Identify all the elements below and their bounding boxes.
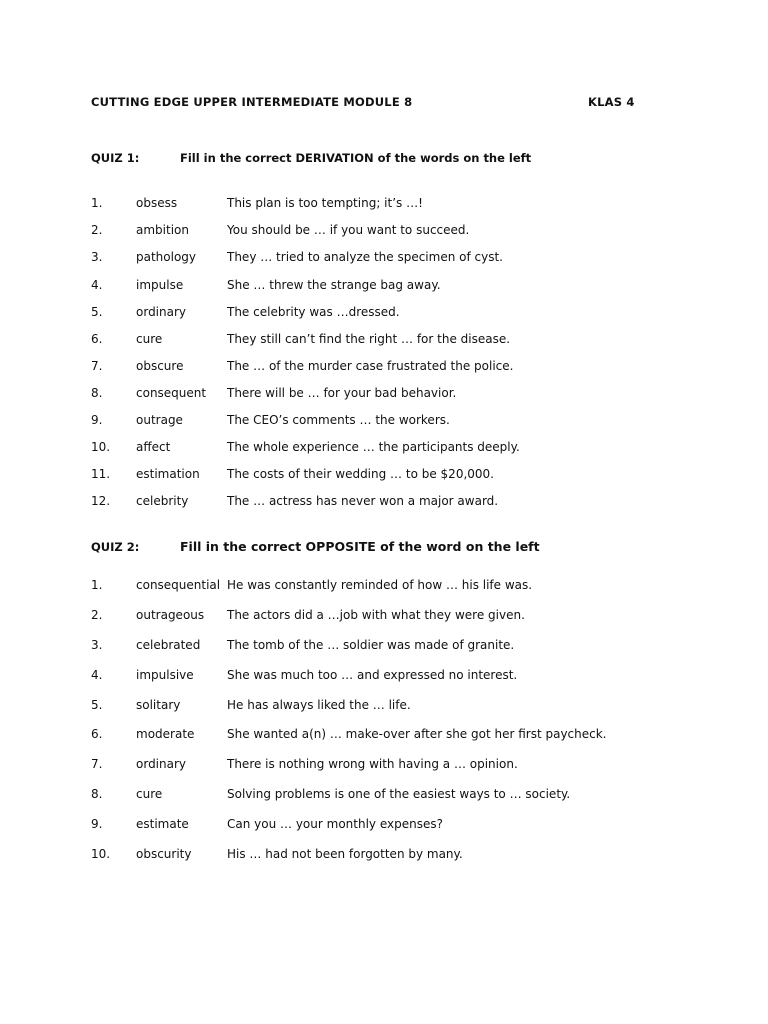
item-number: 2.	[91, 608, 103, 622]
item-word: impulsive	[136, 668, 194, 682]
item-number: 6.	[91, 727, 103, 741]
item-sentence: There will be … for your bad behavior.	[227, 386, 457, 400]
item-sentence: Solving problems is one of the easiest ways to … society.	[227, 787, 571, 801]
quiz1-item	[0, 410, 768, 430]
item-sentence: The … actress has never won a major award.	[227, 494, 499, 508]
quiz2-label: QUIZ 2:	[91, 540, 140, 554]
item-word: outrage	[136, 413, 183, 427]
item-sentence: They … tried to analyze the specimen of cyst.	[227, 250, 503, 264]
quiz2-item	[0, 784, 768, 804]
quiz1-item	[0, 193, 768, 213]
item-sentence: The … of the murder case frustrated the police.	[227, 359, 514, 373]
quiz1-item	[0, 383, 768, 403]
item-sentence: Can you … your monthly expenses?	[227, 817, 443, 831]
quiz2-instruction	[180, 539, 540, 554]
quiz1-instruction-suffix: of the words on the left	[373, 151, 532, 165]
item-word: ordinary	[136, 757, 187, 771]
item-word: celebrity	[136, 494, 189, 508]
item-number: 7.	[91, 359, 103, 373]
item-number: 9.	[91, 817, 103, 831]
class-label: KLAS 4	[588, 95, 635, 109]
quiz2-item	[0, 695, 768, 715]
quiz1-item	[0, 356, 768, 376]
quiz2-item	[0, 605, 768, 625]
item-word: moderate	[136, 727, 195, 741]
item-word: obscurity	[136, 847, 192, 861]
quiz1-item	[0, 464, 768, 484]
quiz2-instruction-prefix: Fill in the correct	[180, 539, 306, 554]
item-word: obscure	[136, 359, 184, 373]
item-number: 8.	[91, 386, 103, 400]
item-number: 5.	[91, 305, 103, 319]
item-sentence: The whole experience … the participants deeply.	[227, 440, 520, 454]
quiz2-instruction-suffix: of the word on the left	[375, 539, 540, 554]
item-number: 3.	[91, 638, 103, 652]
quiz1-label: QUIZ 1:	[91, 151, 140, 165]
item-word: impulse	[136, 278, 184, 292]
item-sentence: The actors did a …job with what they were given.	[227, 608, 525, 622]
item-sentence: The tomb of the … soldier was made of granite.	[227, 638, 515, 652]
item-word: obsess	[136, 196, 178, 210]
quiz1-item	[0, 247, 768, 267]
item-number: 8.	[91, 787, 103, 801]
item-number: 10.	[91, 847, 111, 861]
quiz2-instruction-key: OPPOSITE	[305, 539, 376, 554]
item-sentence: She wanted a(n) … make-over after she got her first paycheck.	[227, 727, 607, 741]
item-word: cure	[136, 787, 163, 801]
quiz2-item	[0, 844, 768, 864]
item-sentence: The costs of their wedding … to be $20,000.	[227, 467, 494, 481]
item-sentence: There is nothing wrong with having a … opinion.	[227, 757, 518, 771]
quiz1-item	[0, 491, 768, 511]
document-title: CUTTING EDGE UPPER INTERMEDIATE MODULE 8	[91, 95, 413, 109]
quiz1-instruction	[180, 151, 531, 165]
item-number: 10.	[91, 440, 111, 454]
quiz2-item	[0, 665, 768, 685]
item-word: outrageous	[136, 608, 205, 622]
item-word: estimation	[136, 467, 200, 481]
item-word: consequent	[136, 386, 207, 400]
quiz1-item	[0, 275, 768, 295]
item-word: celebrated	[136, 638, 201, 652]
item-word: affect	[136, 440, 171, 454]
item-number: 11.	[91, 467, 111, 481]
quiz1-item	[0, 329, 768, 349]
item-number: 1.	[91, 578, 103, 592]
item-number: 5.	[91, 698, 103, 712]
quiz1-item	[0, 220, 768, 240]
item-sentence: The celebrity was …dressed.	[227, 305, 400, 319]
quiz1-item	[0, 437, 768, 457]
item-number: 9.	[91, 413, 103, 427]
item-word: solitary	[136, 698, 181, 712]
quiz2-item	[0, 814, 768, 834]
item-word: pathology	[136, 250, 197, 264]
item-word: consequential	[136, 578, 221, 592]
item-sentence: You should be … if you want to succeed.	[227, 223, 470, 237]
quiz2-item	[0, 754, 768, 774]
quiz1-instruction-prefix: Fill in the correct	[180, 151, 296, 165]
item-number: 6.	[91, 332, 103, 346]
item-number: 4.	[91, 668, 103, 682]
quiz1-instruction-key: DERIVATION	[295, 151, 374, 165]
quiz2-item	[0, 635, 768, 655]
item-number: 7.	[91, 757, 103, 771]
item-number: 2.	[91, 223, 103, 237]
item-sentence: She … threw the strange bag away.	[227, 278, 441, 292]
quiz2-item	[0, 575, 768, 595]
item-number: 12.	[91, 494, 111, 508]
item-sentence: She was much too … and expressed no interest.	[227, 668, 518, 682]
quiz1-item	[0, 302, 768, 322]
item-number: 4.	[91, 278, 103, 292]
item-number: 3.	[91, 250, 103, 264]
item-sentence: This plan is too tempting; it’s …!	[227, 196, 423, 210]
item-sentence: He has always liked the … life.	[227, 698, 411, 712]
item-sentence: His … had not been forgotten by many.	[227, 847, 463, 861]
item-word: ambition	[136, 223, 189, 237]
item-word: ordinary	[136, 305, 187, 319]
item-number: 1.	[91, 196, 103, 210]
item-sentence: The CEO’s comments … the workers.	[227, 413, 450, 427]
item-word: estimate	[136, 817, 189, 831]
item-sentence: He was constantly reminded of how … his life was.	[227, 578, 533, 592]
item-word: cure	[136, 332, 163, 346]
item-sentence: They still can’t find the right … for the disease.	[227, 332, 511, 346]
quiz2-item	[0, 724, 768, 744]
